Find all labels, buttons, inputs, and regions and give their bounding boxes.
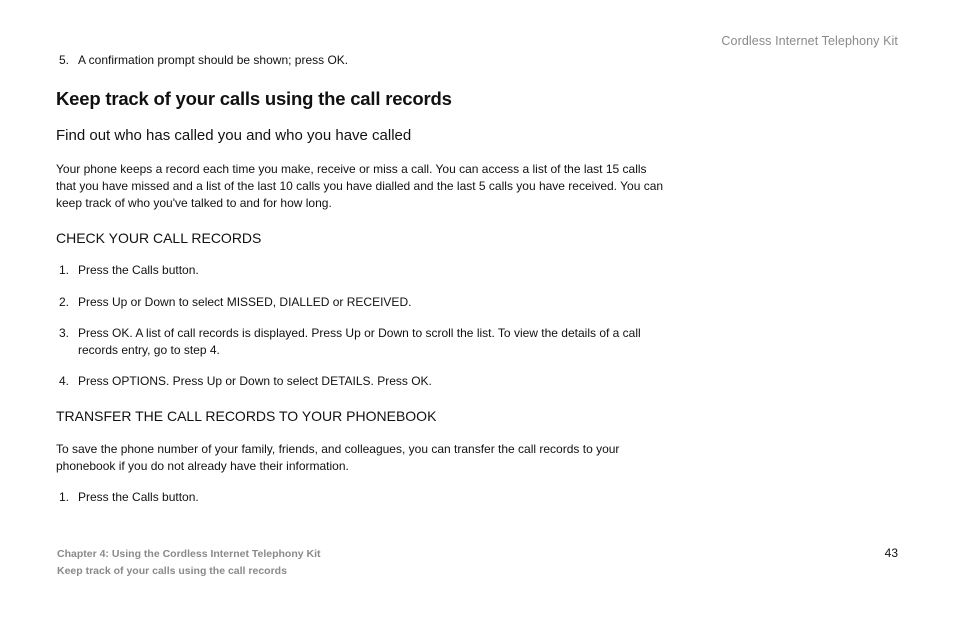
list-item — [56, 294, 666, 311]
step-text: Press the Calls button. — [78, 490, 199, 504]
footer-chapter: Chapter 4: Using the Cordless Internet Telephony Kit — [57, 548, 321, 560]
step-number: 4. — [59, 374, 70, 388]
list-item — [56, 325, 666, 359]
section-title: Keep track of your calls using the call records — [56, 88, 452, 109]
section-subtitle: Find out who has called you and who you have called — [56, 127, 412, 144]
footer-section: Keep track of your calls using the call records — [57, 565, 287, 577]
page-footer — [57, 546, 321, 580]
step-number: 1. — [59, 490, 70, 504]
page-number: 43 — [884, 546, 898, 560]
step-text: Press the Calls button. — [78, 263, 199, 277]
page-content — [56, 52, 666, 506]
check-records-steps — [56, 262, 666, 390]
step-number: 5. — [59, 53, 70, 67]
step-number: 3. — [59, 326, 70, 340]
list-item — [56, 373, 666, 390]
check-records-heading: CHECK YOUR CALL RECORDS — [56, 230, 262, 246]
step-text: Press OPTIONS. Press Up or Down to select DETAILS. Press OK. — [78, 374, 432, 388]
step-number: 1. — [59, 263, 70, 277]
transfer-records-heading: TRANSFER THE CALL RECORDS TO YOUR PHONEBOOK — [56, 408, 437, 424]
step-number: 2. — [59, 295, 70, 309]
transfer-records-steps — [56, 489, 666, 506]
intro-paragraph: Your phone keeps a record each time you make, receive or miss a call. You can access a list of the last 15 calls that you have missed and a list of the last 10 calls you have dialled and the last 5 calls you have received. You can keep track of who you've talked to and for how long. — [56, 162, 664, 210]
list-item — [56, 262, 666, 279]
running-header: Cordless Internet Telephony Kit — [721, 34, 898, 48]
step-text: A confirmation prompt should be shown; press OK. — [78, 53, 349, 67]
transfer-paragraph: To save the phone number of your family, friends, and colleagues, you can transfer the call records to your phonebook if you do not already have their information. — [56, 442, 620, 473]
step-text: Press Up or Down to select MISSED, DIALLED or RECEIVED. — [78, 295, 412, 309]
step-text: Press OK. A list of call records is displayed. Press Up or Down to scroll the list. To view the details of a call records entry, go to step 4. — [78, 326, 641, 357]
intro-step — [56, 52, 666, 69]
list-item — [56, 489, 666, 506]
